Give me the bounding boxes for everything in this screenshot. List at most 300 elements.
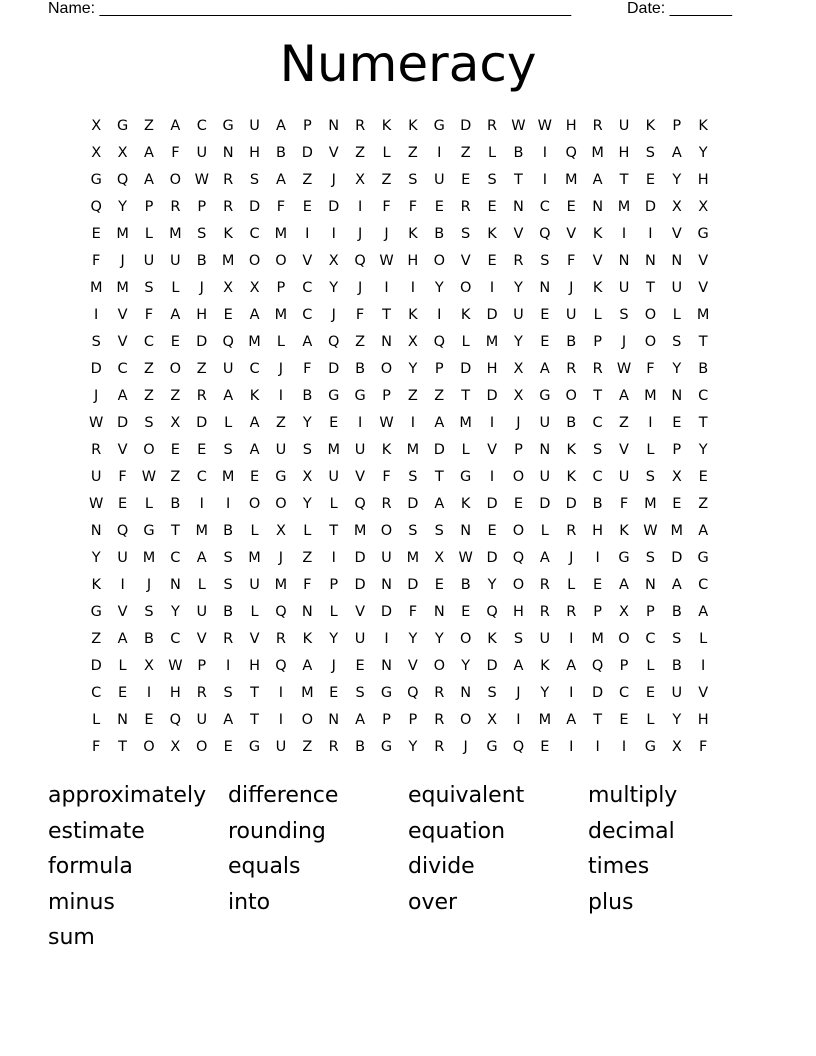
grid-cell: N — [592, 199, 604, 215]
grid-cell: I — [621, 226, 627, 242]
grid-cell: Y — [672, 361, 682, 377]
grid-cell: Q — [169, 712, 182, 728]
grid-cell: X — [223, 280, 234, 296]
grid-cell: V — [487, 442, 498, 458]
grid-cell: W — [511, 118, 526, 134]
grid-cell: D — [196, 334, 208, 350]
grid-cell: X — [513, 388, 524, 404]
grid-cell: E — [487, 523, 497, 539]
grid-cell: K — [592, 226, 603, 242]
grid-cell: E — [487, 199, 497, 215]
grid-cell: A — [223, 712, 234, 728]
grid-cell: R — [223, 199, 234, 215]
grid-cell: X — [407, 334, 418, 350]
grid-cell: T — [619, 172, 629, 188]
grid-cell: T — [698, 415, 708, 431]
grid-cell: L — [329, 496, 338, 512]
grid-cell: D — [671, 550, 683, 566]
grid-cell: S — [91, 334, 101, 350]
grid-cell: N — [618, 253, 630, 269]
grid-cell: D — [196, 415, 208, 431]
grid-cell: P — [672, 118, 682, 134]
grid-cell: B — [196, 253, 207, 269]
grid-cell: A — [170, 118, 181, 134]
grid-cell: A — [539, 550, 550, 566]
grid-cell: F — [408, 604, 418, 620]
grid-cell: S — [408, 172, 418, 188]
grid-cell: L — [461, 334, 470, 350]
grid-cell: J — [331, 307, 336, 323]
grid-cell: V — [117, 307, 128, 323]
grid-cell: W — [379, 415, 394, 431]
grid-cell: I — [437, 145, 442, 161]
grid-cell: A — [117, 631, 128, 647]
grid-cell: H — [407, 253, 419, 269]
grid-cell: C — [196, 118, 207, 134]
grid-cell: S — [593, 442, 603, 458]
grid-cell: T — [593, 712, 603, 728]
grid-cell: Y — [434, 631, 444, 647]
grid-cell: U — [196, 145, 208, 161]
grid-cell: Y — [540, 685, 550, 701]
grid-cell: J — [331, 172, 336, 188]
grid-cell: V — [698, 280, 709, 296]
grid-cell: N — [644, 577, 656, 593]
grid-cell: U — [90, 469, 102, 485]
grid-cell: U — [275, 442, 287, 458]
grid-cell: P — [276, 280, 286, 296]
grid-cell: Y — [302, 496, 312, 512]
grid-cell: M — [591, 145, 604, 161]
grid-cell: I — [305, 226, 310, 242]
grid-cell: D — [380, 604, 393, 620]
grid-cell: D — [565, 496, 577, 512]
grid-cell: R — [434, 685, 445, 701]
grid-cell: O — [301, 712, 314, 728]
grid-cell: M — [116, 280, 129, 296]
grid-cell: O — [380, 523, 393, 539]
grid-cell: K — [566, 442, 576, 458]
grid-cell: O — [512, 469, 525, 485]
grid-cell: K — [645, 118, 656, 134]
grid-cell: Q — [354, 496, 366, 512]
grid-cell: L — [646, 658, 655, 674]
grid-cell: R — [223, 172, 234, 188]
grid-cell: L — [276, 334, 285, 350]
grid-cell: R — [566, 604, 577, 620]
grid-cell: Y — [514, 280, 523, 296]
grid-cell: R — [434, 712, 445, 728]
grid-cell: E — [434, 199, 444, 215]
grid-cell: Q — [275, 658, 287, 674]
grid-cell: N — [90, 523, 102, 539]
grid-cell: Z — [698, 496, 709, 512]
grid-cell: D — [486, 388, 498, 404]
grid-cell: A — [275, 172, 286, 188]
grid-cell: K — [460, 307, 471, 323]
grid-cell: U — [328, 469, 340, 485]
grid-cell: K — [619, 523, 629, 539]
grid-cell: O — [618, 631, 630, 647]
grid-cell: X — [275, 523, 286, 539]
grid-cell: X — [487, 712, 498, 728]
word-search-grid — [83, 113, 716, 761]
grid-cell: I — [489, 469, 495, 485]
grid-cell: V — [196, 631, 207, 647]
grid-cell: E — [487, 253, 497, 269]
grid-cell: D — [644, 199, 656, 215]
grid-cell: D — [90, 361, 102, 377]
grid-cell: J — [621, 334, 627, 350]
grid-cell: N — [671, 253, 683, 269]
grid-cell: P — [382, 712, 391, 728]
grid-cell: Y — [461, 658, 471, 674]
grid-cell: K — [460, 496, 471, 512]
grid-cell: F — [92, 253, 101, 269]
grid-cell: N — [381, 577, 392, 593]
grid-cell: C — [698, 388, 709, 404]
grid-cell: Q — [565, 145, 577, 161]
date-field-label: Date: _______ — [627, 0, 732, 17]
grid-cell: N — [381, 334, 392, 350]
grid-cell: Y — [302, 415, 312, 431]
grid-cell: W — [643, 523, 658, 539]
grid-cell: S — [645, 469, 655, 485]
grid-cell: A — [566, 712, 577, 728]
grid-cell: F — [646, 361, 655, 377]
grid-cell: I — [489, 415, 495, 431]
grid-cell: H — [697, 712, 709, 728]
grid-cell: I — [120, 577, 125, 593]
grid-cell: C — [91, 685, 102, 701]
grid-cell: C — [302, 280, 313, 296]
grid-cell: Z — [302, 172, 313, 188]
grid-cell: H — [196, 307, 208, 323]
word-bank-item: minus — [48, 889, 115, 915]
grid-cell: X — [117, 145, 128, 161]
grid-cell: F — [276, 199, 286, 215]
grid-cell: V — [592, 253, 603, 269]
grid-cell: Y — [329, 631, 339, 647]
grid-cell: W — [89, 415, 104, 431]
grid-cell: J — [278, 361, 284, 377]
grid-cell: K — [381, 118, 392, 134]
grid-cell: X — [671, 469, 682, 485]
grid-cell: M — [274, 226, 288, 242]
grid-cell: I — [278, 712, 284, 728]
grid-cell: K — [487, 631, 497, 647]
grid-cell: Q — [486, 604, 498, 620]
grid-cell: A — [275, 118, 286, 134]
grid-cell: U — [671, 685, 683, 701]
grid-cell: X — [671, 739, 682, 755]
grid-cell: D — [460, 361, 472, 377]
grid-cell: O — [512, 577, 525, 593]
grid-cell: I — [701, 658, 706, 674]
grid-cell: S — [223, 577, 233, 593]
grid-cell: R — [328, 739, 339, 755]
grid-cell: G — [697, 226, 709, 242]
grid-cell: Z — [302, 739, 313, 755]
grid-cell: O — [143, 739, 155, 755]
grid-cell: P — [302, 118, 312, 134]
grid-cell: D — [486, 307, 498, 323]
grid-cell: S — [408, 469, 418, 485]
grid-cell: D — [539, 496, 551, 512]
grid-cell: O — [380, 361, 393, 377]
grid-cell: T — [434, 469, 444, 485]
grid-cell: O — [459, 280, 472, 296]
grid-cell: D — [486, 496, 498, 512]
grid-cell: X — [698, 199, 709, 215]
grid-cell: X — [170, 415, 181, 431]
grid-cell: V — [698, 253, 709, 269]
grid-cell: X — [302, 469, 313, 485]
grid-cell: Q — [512, 550, 525, 566]
grid-cell: D — [433, 442, 445, 458]
grid-cell: L — [646, 712, 655, 728]
grid-cell: V — [566, 226, 577, 242]
grid-cell: C — [249, 226, 260, 242]
grid-cell: O — [433, 253, 445, 269]
grid-cell: Q — [539, 226, 551, 242]
grid-cell: U — [513, 307, 524, 323]
grid-cell: K — [566, 469, 576, 485]
grid-cell: N — [539, 280, 551, 296]
grid-cell: D — [592, 685, 604, 701]
word-bank — [48, 779, 768, 957]
grid-cell: N — [328, 118, 340, 134]
grid-cell: T — [514, 172, 523, 188]
grid-cell: U — [275, 739, 287, 755]
grid-cell: Q — [433, 334, 445, 350]
grid-cell: P — [619, 658, 629, 674]
grid-cell: W — [89, 496, 104, 512]
grid-cell: N — [328, 712, 340, 728]
grid-cell: A — [619, 388, 629, 404]
grid-cell: S — [249, 172, 260, 188]
grid-cell: R — [170, 199, 181, 215]
grid-cell: H — [249, 145, 260, 161]
grid-cell: O — [196, 739, 208, 755]
word-bank-item: formula — [48, 854, 133, 880]
grid-cell: U — [539, 415, 551, 431]
grid-cell: Z — [275, 415, 286, 431]
grid-cell: Y — [408, 739, 418, 755]
grid-cell: Q — [90, 199, 102, 215]
grid-cell: P — [514, 442, 523, 458]
grid-cell: A — [144, 172, 154, 188]
grid-cell: E — [223, 739, 233, 755]
grid-cell: R — [223, 631, 234, 647]
grid-cell: I — [595, 550, 600, 566]
grid-cell: K — [302, 631, 313, 647]
grid-cell: L — [540, 523, 549, 539]
grid-cell: Y — [487, 577, 497, 593]
grid-cell: V — [513, 226, 524, 242]
grid-cell: A — [249, 307, 260, 323]
grid-cell: L — [461, 442, 470, 458]
grid-cell: U — [143, 253, 155, 269]
word-bank-item: difference — [228, 783, 339, 808]
grid-cell: O — [433, 658, 445, 674]
word-bank-item: sum — [48, 925, 95, 951]
grid-cell: B — [460, 577, 471, 593]
grid-cell: R — [487, 118, 498, 134]
grid-cell: I — [199, 496, 204, 512]
grid-cell: I — [569, 685, 574, 701]
grid-cell: R — [91, 442, 102, 458]
grid-cell: X — [91, 145, 102, 161]
grid-cell: A — [434, 415, 445, 431]
grid-cell: G — [90, 604, 102, 620]
grid-cell: T — [118, 739, 128, 755]
grid-cell: K — [408, 118, 418, 134]
grid-cell: U — [381, 550, 392, 566]
grid-cell: B — [592, 496, 603, 512]
grid-cell: T — [645, 280, 655, 296]
grid-cell: S — [619, 307, 629, 323]
grid-cell: O — [248, 496, 261, 512]
grid-cell: D — [486, 550, 498, 566]
grid-cell: V — [328, 145, 339, 161]
grid-cell: I — [357, 199, 363, 215]
grid-cell: K — [408, 226, 418, 242]
grid-cell: Q — [328, 334, 340, 350]
grid-cell: O — [275, 253, 287, 269]
grid-cell: Z — [302, 550, 313, 566]
grid-cell: O — [459, 712, 472, 728]
grid-cell: U — [618, 280, 630, 296]
grid-cell: E — [619, 712, 629, 728]
grid-cell: V — [117, 604, 128, 620]
grid-cell: M — [485, 334, 499, 350]
grid-cell: I — [437, 307, 442, 323]
grid-cell: M — [538, 712, 552, 728]
grid-cell: V — [619, 442, 629, 458]
grid-cell: S — [355, 685, 365, 701]
grid-cell: S — [144, 280, 154, 296]
grid-cell: H — [486, 361, 498, 377]
grid-cell: E — [461, 604, 471, 620]
name-field-label: Name: _____________________________________________________ — [48, 0, 572, 17]
grid-cell: L — [250, 604, 259, 620]
grid-cell: F — [144, 307, 154, 323]
grid-cell: Z — [144, 388, 154, 404]
grid-cell: I — [489, 280, 495, 296]
grid-cell: V — [355, 604, 366, 620]
grid-cell: A — [619, 577, 629, 593]
grid-cell: F — [408, 199, 418, 215]
grid-cell: L — [92, 712, 101, 728]
grid-cell: P — [197, 658, 207, 674]
grid-cell: A — [249, 442, 260, 458]
grid-cell: N — [513, 199, 524, 215]
grid-cell: N — [671, 388, 683, 404]
grid-cell: O — [644, 307, 657, 323]
grid-cell: C — [170, 631, 181, 647]
grid-cell: L — [382, 145, 391, 161]
grid-cell: R — [275, 631, 286, 647]
grid-cell: G — [380, 739, 393, 755]
grid-cell: E — [170, 442, 180, 458]
grid-cell: A — [698, 523, 709, 539]
grid-cell: R — [196, 388, 207, 404]
grid-cell: F — [567, 253, 576, 269]
grid-cell: K — [540, 658, 550, 674]
grid-cell: U — [433, 172, 445, 188]
grid-cell: V — [117, 334, 128, 350]
word-bank-item: approximately — [48, 783, 207, 808]
grid-cell: M — [459, 415, 472, 431]
grid-cell: J — [357, 280, 363, 296]
grid-cell: B — [698, 361, 709, 377]
grid-cell: S — [197, 226, 207, 242]
word-bank-item: multiply — [588, 783, 678, 808]
grid-cell: E — [645, 172, 655, 188]
grid-cell: Z — [355, 334, 366, 350]
grid-cell: E — [118, 496, 128, 512]
grid-cell: R — [355, 118, 366, 134]
grid-cell: D — [328, 361, 340, 377]
grid-cell: M — [406, 550, 420, 566]
grid-cell: N — [433, 604, 445, 620]
grid-cell: J — [569, 550, 574, 566]
grid-cell: E — [223, 307, 233, 323]
grid-cell: Y — [118, 199, 128, 215]
grid-cell: S — [645, 145, 655, 161]
grid-cell: B — [671, 658, 682, 674]
grid-cell: R — [539, 604, 550, 620]
grid-cell: A — [592, 172, 603, 188]
grid-cell: X — [91, 118, 102, 134]
grid-cell: V — [249, 631, 260, 647]
grid-cell: G — [90, 172, 102, 188]
grid-cell: K — [487, 226, 497, 242]
grid-cell: G — [248, 739, 261, 755]
grid-cell: J — [94, 388, 99, 404]
grid-cell: B — [355, 361, 366, 377]
grid-cell: A — [698, 604, 709, 620]
grid-cell: Y — [170, 604, 180, 620]
grid-cell: L — [250, 523, 259, 539]
grid-cell: E — [698, 469, 708, 485]
grid-cell: E — [540, 739, 550, 755]
grid-cell: U — [539, 469, 551, 485]
grid-cell: H — [169, 685, 181, 701]
grid-cell: L — [197, 577, 206, 593]
grid-cell: T — [593, 388, 603, 404]
grid-cell: C — [170, 550, 181, 566]
grid-cell: S — [223, 442, 233, 458]
grid-cell: A — [117, 388, 128, 404]
grid-cell: J — [120, 253, 125, 269]
grid-cell: R — [592, 118, 603, 134]
grid-cell: Q — [407, 685, 419, 701]
grid-cell: M — [644, 388, 657, 404]
grid-cell: M — [221, 253, 235, 269]
grid-cell: E — [461, 172, 471, 188]
grid-cell: M — [696, 307, 710, 323]
grid-cell: C — [143, 334, 155, 350]
grid-cell: S — [302, 442, 312, 458]
grid-cell: S — [408, 523, 418, 539]
grid-cell: A — [434, 496, 445, 512]
grid-cell: E — [197, 442, 207, 458]
grid-cell: E — [329, 415, 339, 431]
grid-cell: A — [196, 550, 207, 566]
grid-cell: W — [141, 469, 157, 485]
